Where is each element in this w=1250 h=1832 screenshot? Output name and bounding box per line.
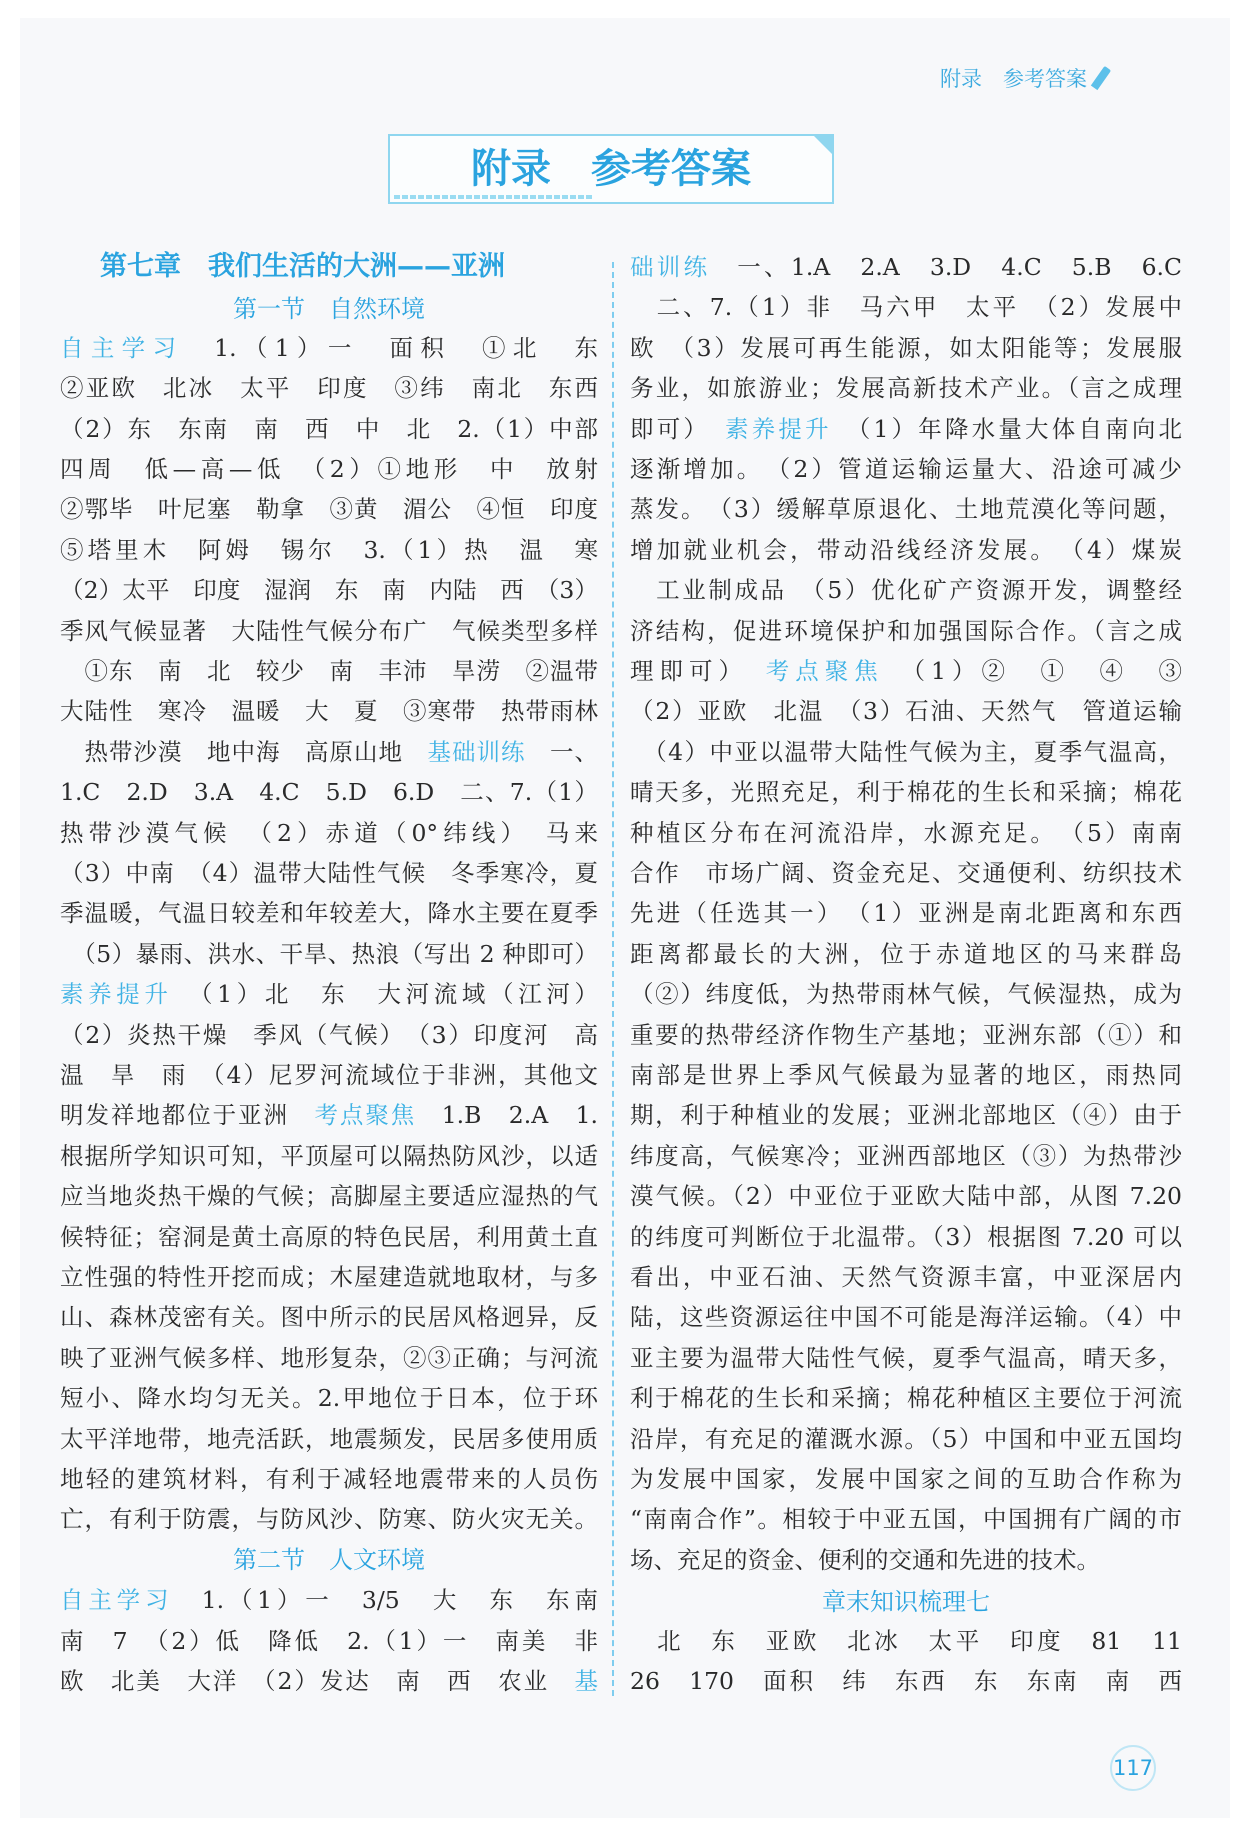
text-segment: 明发祥地都位于亚洲 [60, 1101, 315, 1130]
section-label: 自主学习 [60, 333, 184, 362]
text-segment: 蒸发。 （3）缓解草原退化、土地荒漠化等问题， [630, 495, 1182, 524]
text-line [60, 691, 598, 731]
text-segment: 增加就业机会，带动沿线经济发展。 （4）煤炭 [630, 535, 1182, 564]
text-line [630, 328, 1182, 368]
text-line [630, 813, 1182, 853]
text-line [60, 1419, 598, 1459]
text-line [630, 1095, 1182, 1135]
text-segment: 地轻的建筑材料，有利于减轻地震带来的人员伤 [60, 1465, 598, 1493]
text-segment: 根据所学知识可知，平顶屋可以隔热防风沙，以适 [60, 1141, 598, 1170]
text-segment: 热带沙漠气候 （2）赤道（0°纬线） 马来 [60, 818, 598, 847]
text-segment: （1）② ① ④ ③ [883, 657, 1183, 685]
text-segment: 合作 市场广阔、资金充足、交通便利、纺织技术 [630, 859, 1182, 887]
text-segment: 大陆性 寒冷 温暖 大 夏 ③寒带 热带雨林 [60, 697, 598, 726]
text-segment: 候特征；窑洞是黄土高原的特色民居，利用黄土直 [60, 1222, 598, 1251]
text-segment: 1.C 2.D 3.A 4.C 5.D 6.D 二、7.（1） [60, 778, 598, 807]
text-segment: （1）北 东 大河流域（江河） [172, 980, 599, 1009]
section-label: 考点聚焦 [765, 657, 884, 685]
text-segment: （4）中亚以温带大陆性气候为主，夏季气温高， [630, 737, 1182, 766]
text-line [630, 893, 1182, 933]
page-title: 附录 参考答案 [471, 146, 751, 192]
text-segment: 期，利于种植业的发展；亚洲北部地区（④）由于 [630, 1101, 1182, 1130]
section-label: 素养提升 [725, 414, 832, 443]
text-segment: 立性强的特性开挖而成；木屋建造就地取材，与多 [60, 1263, 598, 1291]
text-segment: 欧 （3）发展可再生能源，如太阳能等；发展服 [630, 333, 1182, 362]
section-heading-summary: 章末知识梳理七 [822, 1588, 990, 1616]
text-segment: 南 7 （2）低 降低 2.（1）一 南美 非 [60, 1626, 598, 1655]
text-segment: 1.（1）一 3/5 大 东 东南 [173, 1586, 598, 1615]
text-line [630, 1055, 1182, 1095]
section-label: 素养提升 [60, 980, 173, 1009]
text-line [630, 1297, 1182, 1337]
text-line [60, 1338, 598, 1378]
text-line [630, 570, 1182, 610]
text-segment: （2）亚欧 北温 （3）石油、天然气 管道运输 [630, 697, 1182, 726]
text-line [60, 1176, 598, 1216]
text-segment: （2）东 东南 南 西 中 北 2.（1）中部 [60, 414, 598, 443]
text-segment: （1）年降水量大体自南向北 [831, 414, 1183, 443]
text-line [60, 449, 598, 489]
section-label: 基础训练 [427, 737, 526, 766]
text-line [630, 732, 1182, 772]
text-segment: 为发展中国家，发展中国家之间的互助合作称为 [630, 1465, 1182, 1493]
text-segment: 应当地炎热干燥的气候；高脚屋主要适应湿热的气 [60, 1182, 598, 1211]
text-line [630, 1378, 1182, 1418]
text-segment: 务业，如旅游业；发展高新技术产业。（言之成理 [630, 374, 1182, 403]
text-line [630, 530, 1182, 570]
text-line [60, 1257, 598, 1297]
text-segment: 温 旱 雨 （4）尼罗河流域位于非洲，其他文 [60, 1061, 598, 1089]
text-segment: 看出，中亚石油、天然气资源丰富，中亚深居内 [630, 1263, 1182, 1291]
text-segment: 种植区分布在河流沿岸，水源充足。 （5）南南 [630, 818, 1182, 847]
text-line [630, 1459, 1182, 1499]
text-segment: 沿岸，有充足的灌溉水源。（5）中国和中亚五国均 [630, 1424, 1182, 1453]
page-number: 117 [1110, 1745, 1156, 1791]
text-segment: （3）中南 （4）温带大陆性气候 冬季寒冷，夏 [60, 859, 598, 887]
text-line [60, 1136, 598, 1176]
text-line [630, 611, 1182, 651]
text-segment: 亡，有利于防震，与防风沙、防寒、防火灾无关。 [60, 1505, 598, 1534]
text-line [60, 489, 598, 529]
text-segment: 的纬度可判断位于北温带。（3）根据图 7.20 可以 [630, 1222, 1182, 1251]
text-segment: 四周 低—高—低 （2）①地形 中 放射 [60, 455, 598, 483]
text-segment: 北 东 亚欧 北冰 太平 印度 81 11 [630, 1626, 1182, 1655]
text-line [60, 813, 598, 853]
text-line [630, 287, 1182, 327]
text-line [60, 530, 598, 570]
column-divider [612, 262, 614, 1696]
text-segment: 短小、降水均匀无关。2.甲地位于日本，位于环 [60, 1384, 598, 1413]
text-segment: （5）暴雨、洪水、干旱、热浪（写出 2 种即可） [60, 939, 598, 968]
text-line [630, 1419, 1182, 1459]
running-header [940, 64, 1105, 94]
text-line [60, 1015, 598, 1055]
text-segment: 漠气候。（2）中亚位于亚欧大陆中部，从图 7.20 [630, 1182, 1182, 1211]
text-segment: （②）纬度低，为热带雨林气候，气候湿热，成为 [630, 980, 1182, 1009]
text-segment: 济结构，促进环境保护和加强国际合作。（言之成 [630, 616, 1182, 645]
text-line [630, 934, 1182, 974]
text-segment: （2）炎热干燥 季风（气候） （3）印度河 高 [60, 1020, 598, 1049]
text-line [630, 1015, 1182, 1055]
text-line [60, 1378, 598, 1418]
text-line [60, 1297, 598, 1337]
running-header-text: 附录 参考答案 [940, 67, 1087, 91]
text-line [60, 1055, 598, 1095]
text-line [60, 732, 598, 772]
text-segment: 纬度高，气候寒冷；亚洲西部地区（③）为热带沙 [630, 1141, 1182, 1170]
text-line [60, 1580, 598, 1620]
text-segment: 即可） [630, 414, 726, 443]
text-segment: 距离都最长的大洲，位于赤道地区的马来群岛 [630, 939, 1182, 968]
text-line [60, 570, 598, 610]
section-label: 础训练 [630, 253, 711, 281]
text-segment: 季温暖，气温日较差和年较差大，降水主要在夏季 [60, 899, 598, 928]
text-line [60, 1459, 598, 1499]
text-segment: “南南合作”。相较于中亚五国，中国拥有广阔的市 [630, 1505, 1182, 1534]
text-line [60, 368, 598, 408]
text-line [630, 489, 1182, 529]
text-line [630, 853, 1182, 893]
text-segment: 逐渐增加。 （2）管道运输运量大、沿途可减少 [630, 455, 1182, 483]
text-segment: 1.B 2.A 1. [416, 1101, 599, 1130]
text-segment: 南部是世界上季风气候最为显著的地区，雨热同 [630, 1061, 1182, 1089]
text-line [60, 934, 598, 974]
text-line [60, 853, 598, 893]
text-segment: 太平洋地带，地壳活跃，地震频发，民居多使用质 [60, 1424, 598, 1453]
section-heading-1: 第一节 自然环境 [233, 295, 425, 323]
text-segment: 山、森林茂密有关。图中所示的民居风格迥异，反 [60, 1303, 598, 1332]
text-line [630, 1540, 1182, 1580]
text-segment: 晴天多，光照充足，利于棉花的生长和采摘；棉花 [630, 778, 1182, 807]
section-label: 考点聚焦 [314, 1101, 417, 1130]
text-line [630, 651, 1182, 691]
text-line [630, 1136, 1182, 1176]
text-segment: 季风气候显著 大陆性气候分布广 气候类型多样 [60, 616, 598, 645]
text-segment: 热带沙漠 地中海 高原山地 [60, 737, 428, 766]
text-segment: ⑤塔里木 阿姆 锡尔 3.（1）热 温 寒 [60, 535, 598, 564]
text-line [60, 1095, 598, 1135]
text-line [630, 247, 1182, 287]
text-line [60, 772, 598, 812]
text-segment: 二、7.（1）非 马六甲 太平 （2）发展中 [630, 293, 1182, 322]
text-line [630, 368, 1182, 408]
text-line [630, 691, 1182, 731]
section-label: 自主学习 [60, 1586, 174, 1615]
text-line [60, 974, 598, 1014]
text-segment: 欧 北美 大洋 （2）发达 南 西 农业 [60, 1667, 575, 1695]
text-segment: 先进（任选其一） （1）亚洲是南北距离和东西 [630, 899, 1182, 928]
text-line [630, 1661, 1182, 1701]
text-segment: 场、充足的资金、便利的交通和先进的技术。 [630, 1545, 1100, 1574]
text-segment: 利于棉花的生长和采摘；棉花种植区主要位于河流 [630, 1384, 1182, 1413]
section-heading-2: 第二节 人文环境 [233, 1546, 425, 1574]
text-line [630, 772, 1182, 812]
text-line [630, 1338, 1182, 1378]
text-segment: 亚主要为温带大陆性气候，夏季气温高，晴天多， [630, 1343, 1182, 1372]
text-line [60, 651, 598, 691]
text-segment: 一、 [525, 737, 598, 766]
text-segment: （2）太平 印度 湿润 东 南 内陆 西 （3） [60, 576, 598, 605]
text-line [630, 1217, 1182, 1257]
text-line [630, 1499, 1182, 1539]
text-line [630, 409, 1182, 449]
text-segment: 工业制成品 （5）优化矿产资源开发，调整经 [630, 576, 1182, 605]
text-line [60, 893, 598, 933]
text-segment: ②鄂毕 叶尼塞 勒拿 ③黄 湄公 ④恒 印度 [60, 495, 598, 524]
text-line [630, 449, 1182, 489]
text-segment: 1.（1）一 面积 ①北 东 [183, 333, 599, 362]
chapter-heading: 第七章 我们生活的大洲——亚洲 [100, 251, 505, 282]
text-line [630, 1176, 1182, 1216]
text-segment: 理即可） [630, 657, 766, 685]
text-segment: 重要的热带经济作物生产基地；亚洲东部（①）和 [630, 1020, 1182, 1049]
text-line [60, 611, 598, 651]
text-line [60, 1621, 598, 1661]
text-line [630, 1621, 1182, 1661]
text-segment: ②亚欧 北冰 太平 印度 ③纬 南北 东西 [60, 374, 598, 403]
text-line [60, 1499, 598, 1539]
text-segment: 陆，这些资源运往中国不可能是海洋运输。（4）中 [630, 1303, 1182, 1332]
text-segment: 一、1.A 2.A 3.D 4.C 5.B 6.C [710, 253, 1183, 281]
text-line [60, 1661, 598, 1701]
text-segment: ①东 南 北 较少 南 丰沛 旱涝 ②温带 [60, 657, 598, 685]
text-line [60, 409, 598, 449]
banner-decoration [394, 195, 594, 199]
text-segment: 26 170 面积 纬 东西 东 东南 南 西 [630, 1667, 1182, 1695]
text-line [60, 1217, 598, 1257]
title-banner [388, 134, 834, 204]
text-line [630, 974, 1182, 1014]
text-line [630, 1257, 1182, 1297]
section-label: 基 [574, 1667, 598, 1695]
text-line [60, 328, 598, 368]
text-segment: 映了亚洲气候多样、地形复杂，②③正确；与河流 [60, 1343, 598, 1372]
